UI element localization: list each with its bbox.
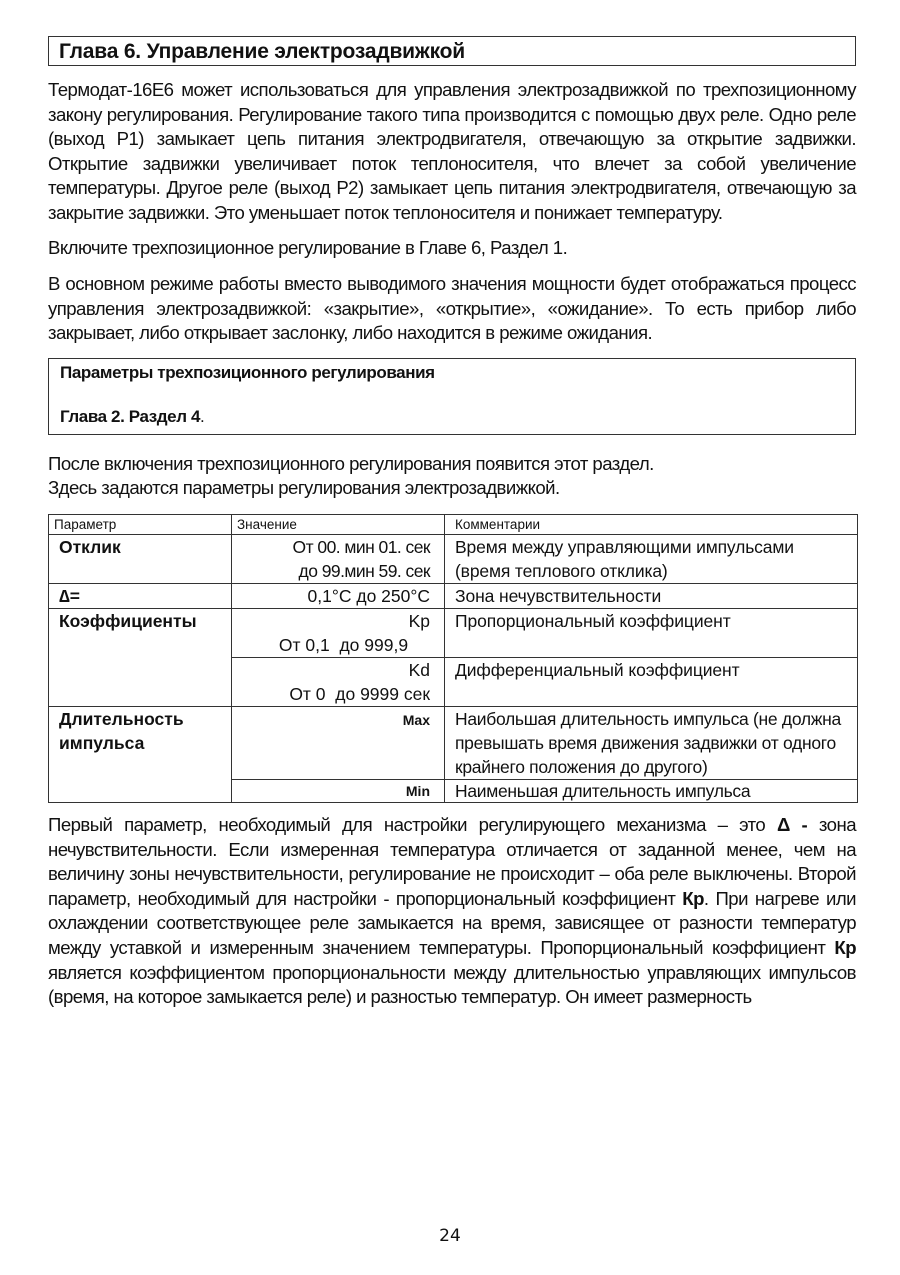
header-parameter: Параметр [49,514,232,534]
comment-kd: Дифференциальный коэффициент [445,657,858,706]
comment-pulse-max: Наибольшая длительность импульса (не должна превышать время движения задвижки от одного крайнего положения до другого) [445,706,858,779]
value-kd [232,657,445,706]
closing-paragraph [48,813,856,1010]
comment-kp: Пропорциональный коэффициент [445,608,858,657]
table-row-kp [49,608,858,657]
kp-range: От 0,1 до 999,9 [278,634,409,655]
section-box-reference [60,405,844,429]
value-response [232,534,445,583]
intro-paragraph: Термодат-16Е6 может использоваться для управления электрозадвижкой по трехпозиционному закону регулирования. Регулирование такого типа производится с помощью двух реле. Одно реле (выход Р1) замыкает цепь питания электродвигателя, отвечающую за открытие задвижки. Открытие задвижки увеличивает поток теплоносителя, что влечет за собой увеличение температуры. Другое реле (выход Р2) замыкает цепь питания электродвигателя, отвечающую за закрытие задвижки. Это уменьшает поток теплоносителя и понижает температуру. [48,79,856,223]
header-comments: Комментарии [445,514,858,534]
closing-kp-bold-2: Кр [834,936,856,958]
value-kp [232,608,445,657]
closing-part-1: Первый параметр, необходимый для настройки регулирующего механизма – это [48,813,777,835]
kd-label: Kd [408,659,430,680]
after-box-paragraph [48,452,856,500]
section-box-reference-text: Глава 2. Раздел 4 [60,406,200,426]
operating-mode-paragraph: В основном режиме работы вместо выводимого значения мощности будет отображаться процесс управления электрозадвижкой: «закрытие», «открытие», «ожидание». То есть прибор либо закрывает, либо открывает заслонку, либо находится в режиме ожидания. [48,273,856,344]
value-response-line-1: От 00. мин 01. сек [292,536,430,557]
kd-range: От 0 до 9999 сек [289,683,430,704]
table-row-deadband [49,583,858,608]
chapter-title: Глава 6. Управление электрозадвижкой [48,36,856,66]
header-value: Значение [232,514,445,534]
section-box-reference-suffix: . [200,406,205,426]
value-pulse-min [232,779,445,802]
pulse-min-label: Min [405,782,430,799]
param-pulse-line-1: Длительность [59,708,184,729]
document-page [48,36,856,1010]
enable-instruction-paragraph: Включите трехпозиционное регулирование в Главе 6, Раздел 1. [48,236,568,258]
closing-part-4: является коэффициентом пропорциональности между длительностью управляющих импульсов (время, на которое замыкается реле) и разностью температур. Он имеет размерность [48,961,856,1008]
closing-delta-bold: Δ - [776,813,808,835]
section-box-title: Параметры трехпозиционного регулирования [60,362,435,382]
closing-part-3: . При нагреве или охлаждении соответствующее реле замыкается на время, зависящее от разности температур между уставкой и измеренным значением температуры. Пропорциональный коэффициент [48,887,856,958]
closing-kp-bold-1: Кр [682,887,704,909]
value-pulse-max [232,706,445,779]
after-box-line-1: После включения трехпозиционного регулирования появится этот раздел. [48,452,654,474]
parameters-table [48,514,858,803]
value-response-line-2: до 99.мин 59. сек [298,560,430,581]
closing-part-2: зона нечувствительности. Если измеренная температура отличается от заданной менее, чем на величину зоны нечувствительности, регулирование не происходит – оба реле выключены. Второй параметр, необходимый для настройки - пропорциональный коэффициент [48,813,856,909]
section-reference-box [48,358,856,435]
comment-deadband: Зона нечувствительности [445,583,858,608]
param-pulse-line-2: импульса [59,732,145,753]
value-deadband: 0,1°С до 250°С [232,583,445,608]
param-coefficients: Коэффициенты [49,608,232,706]
pulse-max-label: Max [402,711,430,728]
param-pulse-duration [49,706,232,802]
table-row-response [49,534,858,583]
param-deadband: ∆= [49,583,232,608]
page-number: 24 [439,1226,461,1246]
param-response: Отклик [49,534,232,583]
table-row-pulse-max [49,706,858,779]
comment-response: Время между управляющими импульсами (время теплового отклика) [445,534,858,583]
after-box-line-2: Здесь задаются параметры регулирования электрозадвижкой. [48,476,560,498]
kp-label: Kp [408,610,430,631]
table-header-row [49,514,858,534]
comment-pulse-min: Наименьшая длительность импульса [445,779,858,802]
